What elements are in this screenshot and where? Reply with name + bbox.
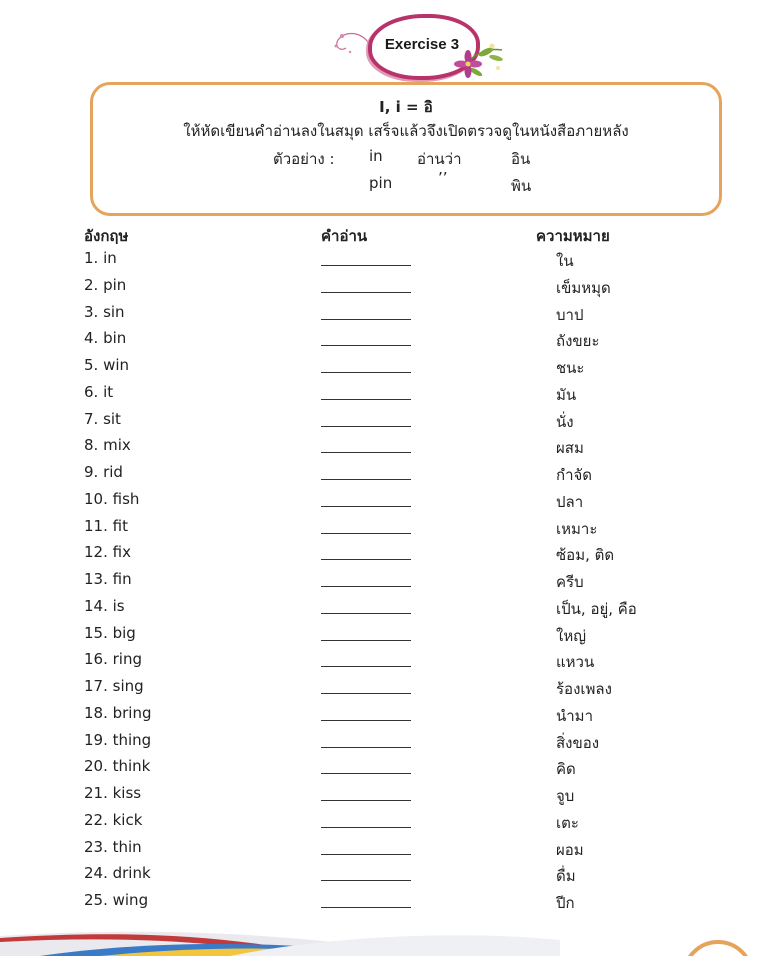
english-word: 8. mix — [84, 436, 131, 455]
list-item — [0, 490, 768, 516]
reading-blank[interactable] — [321, 880, 411, 881]
column-header-meaning: ความหมาย — [536, 227, 610, 245]
list-item — [0, 570, 768, 596]
reading-blank[interactable] — [321, 506, 411, 507]
reading-blank[interactable] — [321, 613, 411, 614]
english-word: 17. sing — [84, 677, 144, 695]
reading-blank[interactable] — [321, 586, 411, 587]
example-reading: อิน — [511, 150, 531, 168]
thai-meaning: เป็น, อยู่, คือ — [556, 599, 637, 618]
thai-meaning: นำมา — [556, 706, 593, 725]
reading-blank[interactable] — [321, 265, 411, 266]
english-word: 10. fish — [84, 489, 140, 508]
thai-meaning: เหมาะ — [556, 519, 598, 538]
thai-meaning: เข็มหมุด — [556, 278, 611, 297]
thai-meaning: กำจัด — [556, 466, 593, 484]
reading-blank[interactable] — [321, 533, 411, 534]
english-word: 2. pin — [84, 275, 127, 294]
footer-swoosh-decoration — [0, 900, 768, 956]
floral-flourish-icon — [330, 22, 370, 62]
english-word: 24. drink — [84, 864, 151, 883]
english-word: 11. fit — [84, 516, 128, 535]
english-word: 21. kiss — [84, 784, 142, 802]
thai-meaning: ใน — [556, 252, 574, 270]
english-word: 12. fix — [84, 543, 131, 562]
thai-meaning: ผอม — [556, 840, 584, 859]
reading-blank[interactable] — [321, 345, 411, 346]
thai-meaning: จูบ — [556, 787, 575, 805]
english-word: 6. it — [84, 382, 114, 401]
thai-meaning: ใหญ่ — [556, 626, 586, 645]
list-item — [0, 383, 768, 409]
english-word: 23. thin — [84, 837, 142, 856]
thai-meaning: ถังขยะ — [556, 332, 600, 351]
example-reading: พิน — [511, 177, 532, 195]
reading-blank[interactable] — [321, 800, 411, 801]
english-word: 22. kick — [84, 810, 143, 829]
reading-blank[interactable] — [321, 399, 411, 400]
english-word: 5. win — [84, 356, 130, 374]
example-reads-as: อ่านว่า — [417, 150, 462, 168]
reading-blank[interactable] — [321, 479, 411, 480]
english-word: 25. wing — [84, 891, 149, 909]
thai-meaning: บาป — [556, 305, 584, 324]
reading-blank[interactable] — [321, 559, 411, 560]
reading-blank[interactable] — [321, 666, 411, 667]
example-word: in — [369, 147, 383, 165]
list-item — [0, 276, 768, 302]
thai-meaning: เตะ — [556, 813, 579, 832]
reading-blank[interactable] — [321, 827, 411, 828]
english-word: 3. sin — [84, 302, 125, 321]
list-item — [0, 303, 768, 329]
list-item — [0, 463, 768, 489]
thai-meaning: นั่ง — [556, 412, 574, 431]
title-badge — [330, 8, 510, 80]
list-item — [0, 784, 768, 810]
list-item — [0, 410, 768, 436]
list-item — [0, 650, 768, 676]
list-item — [0, 731, 768, 757]
list-item — [0, 677, 768, 703]
thai-meaning: แหวน — [556, 653, 595, 672]
thai-meaning: ปลา — [556, 492, 584, 511]
list-item — [0, 864, 768, 890]
english-word: 19. thing — [84, 730, 152, 749]
reading-blank[interactable] — [321, 372, 411, 373]
english-word: 15. big — [84, 623, 136, 642]
reading-blank[interactable] — [321, 426, 411, 427]
page-title: Exercise 3 — [384, 36, 460, 53]
list-item — [0, 517, 768, 543]
thai-meaning: ปีก — [556, 894, 575, 912]
flower-icon — [446, 38, 506, 82]
thai-meaning: ดื่ม — [556, 867, 576, 886]
english-word: 9. rid — [84, 463, 123, 481]
english-word: 13. fin — [84, 570, 132, 588]
list-item — [0, 436, 768, 462]
example-label: ตัวอย่าง : — [273, 150, 335, 168]
english-word: 1. in — [84, 249, 117, 267]
example-ditto: ’’ — [438, 169, 448, 187]
example-word: pin — [369, 174, 393, 192]
list-item — [0, 704, 768, 730]
reading-blank[interactable] — [321, 693, 411, 694]
list-item — [0, 597, 768, 623]
english-word: 16. ring — [84, 650, 142, 669]
reading-blank[interactable] — [321, 319, 411, 320]
thai-meaning: มัน — [556, 385, 577, 404]
english-word: 14. is — [84, 596, 125, 615]
column-header-reading: คำอ่าน — [321, 227, 368, 245]
list-item — [0, 838, 768, 864]
thai-meaning: ซ้อม, ติด — [556, 546, 615, 565]
list-item — [0, 356, 768, 382]
thai-meaning: ครีบ — [556, 573, 584, 591]
thai-meaning: ร้องเพลง — [556, 680, 612, 698]
list-item — [0, 624, 768, 650]
thai-meaning: ผสม — [556, 439, 584, 458]
reading-blank[interactable] — [321, 854, 411, 855]
english-word: 18. bring — [84, 703, 152, 722]
instruction-box — [90, 82, 722, 216]
english-word: 4. bin — [84, 329, 127, 348]
rule-text: I, i = อิ — [379, 98, 433, 116]
list-item — [0, 811, 768, 837]
reading-blank[interactable] — [321, 292, 411, 293]
english-word: 7. sit — [84, 409, 121, 428]
reading-blank[interactable] — [321, 720, 411, 721]
thai-meaning: คิด — [556, 760, 576, 779]
english-word: 20. think — [84, 757, 151, 776]
list-item — [0, 329, 768, 355]
list-item — [0, 249, 768, 275]
list-item — [0, 757, 768, 783]
list-item — [0, 543, 768, 569]
column-header-english: อังกฤษ — [84, 227, 129, 245]
thai-meaning: สิ่งของ — [556, 733, 600, 752]
reading-blank[interactable] — [321, 452, 411, 453]
reading-blank[interactable] — [321, 773, 411, 774]
thai-meaning: ชนะ — [556, 359, 585, 377]
reading-blank[interactable] — [321, 747, 411, 748]
instruction-text: ให้หัดเขียนคำอ่านลงในสมุด เสร็จแล้วจึงเปิดตรวจดูในหนังสือภายหลัง — [183, 122, 629, 140]
reading-blank[interactable] — [321, 640, 411, 641]
